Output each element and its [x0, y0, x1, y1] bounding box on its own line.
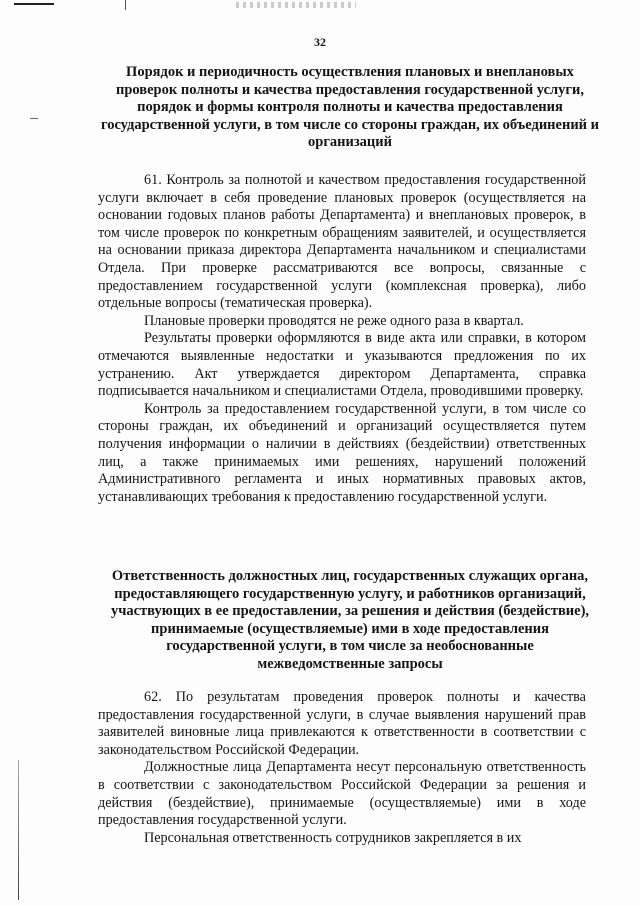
section-body — [98, 689, 586, 847]
scan-artifact — [30, 118, 38, 119]
paragraph: Персональная ответственность сотрудников закрепляется в их — [144, 829, 522, 846]
paragraph: Контроль за предоставлением государственной услуги, в том числе со стороны граждан, их объединений и организаций осуществляется путем получения информации о наличии в действиях (бездействии) ответственных лиц, а также принимаемых ими решениях, нарушений положений Административного регламента и иных нормативных правовых актов, устанавливающих требования к предоставлению государственной услуги. — [98, 400, 586, 505]
paragraph: Должностные лица Департамента несут персональную ответственность в соответствии с законодательством Российской Федерации за решения и действия (бездействие), принимаемые (осуществляемые) ими в ходе предоставления государственной услуги. — [98, 759, 586, 829]
section-body — [98, 172, 586, 506]
paragraph: Плановые проверки проводятся не реже одного раза в квартал. — [144, 312, 524, 329]
scan-artifact — [14, 3, 54, 5]
section-heading: Порядок и периодичность осуществления плановых и внеплановых проверок полноты и качества предоставления государственной услуги, порядок и формы контроля полноты и качества предоставления государственной услуги, в том числе со стороны граждан, их объединений и организаций — [100, 64, 600, 150]
scan-artifact — [125, 0, 126, 10]
paragraph: 62. По результатам проведения проверок полноты и качества предоставления государственной услуги, в случае выявления нарушений прав заявителей виновные лица привлекаются к ответственности в соответствии с законодательством Российской Федерации. — [98, 689, 586, 758]
scan-artifact — [18, 760, 19, 900]
page-number: 32 — [314, 35, 326, 49]
paragraph: 61. Контроль за полнотой и качеством предоставления государственной услуги включает в себя проведение плановых проверок (осуществляется на основании годовых планов работы Департамента) и внеплановых проверок, в том числе проверок по конкретным обращениям заявителей, и осуществляется на основании приказа директора Департамента начальником и специалистами Отдела. При проверке рассматриваются все вопросы, связанные с предоставлением государственной услуги (комплексная проверка), либо отдельные вопросы (тематическая проверка). — [98, 172, 586, 312]
paragraph: Результаты проверки оформляются в виде акта или справки, в котором отмечаются выявленные недостатки и указываются предложения по их устранению. Акт утверждается директором Департамента, справка подписывается начальником и специалистами Отдела, проводившими проверку. — [98, 330, 586, 400]
section-heading: Ответственность должностных лиц, государственных служащих органа, предоставляющего государственную услугу, и работников организаций, участвующих в ее предоставлении, за решения и действия (бездействие), принимаемые (осуществляемые) ими в ходе предоставления государственной услуги, в том числе за необоснованные межведомственные запросы — [110, 568, 590, 672]
scan-artifact — [236, 2, 356, 8]
